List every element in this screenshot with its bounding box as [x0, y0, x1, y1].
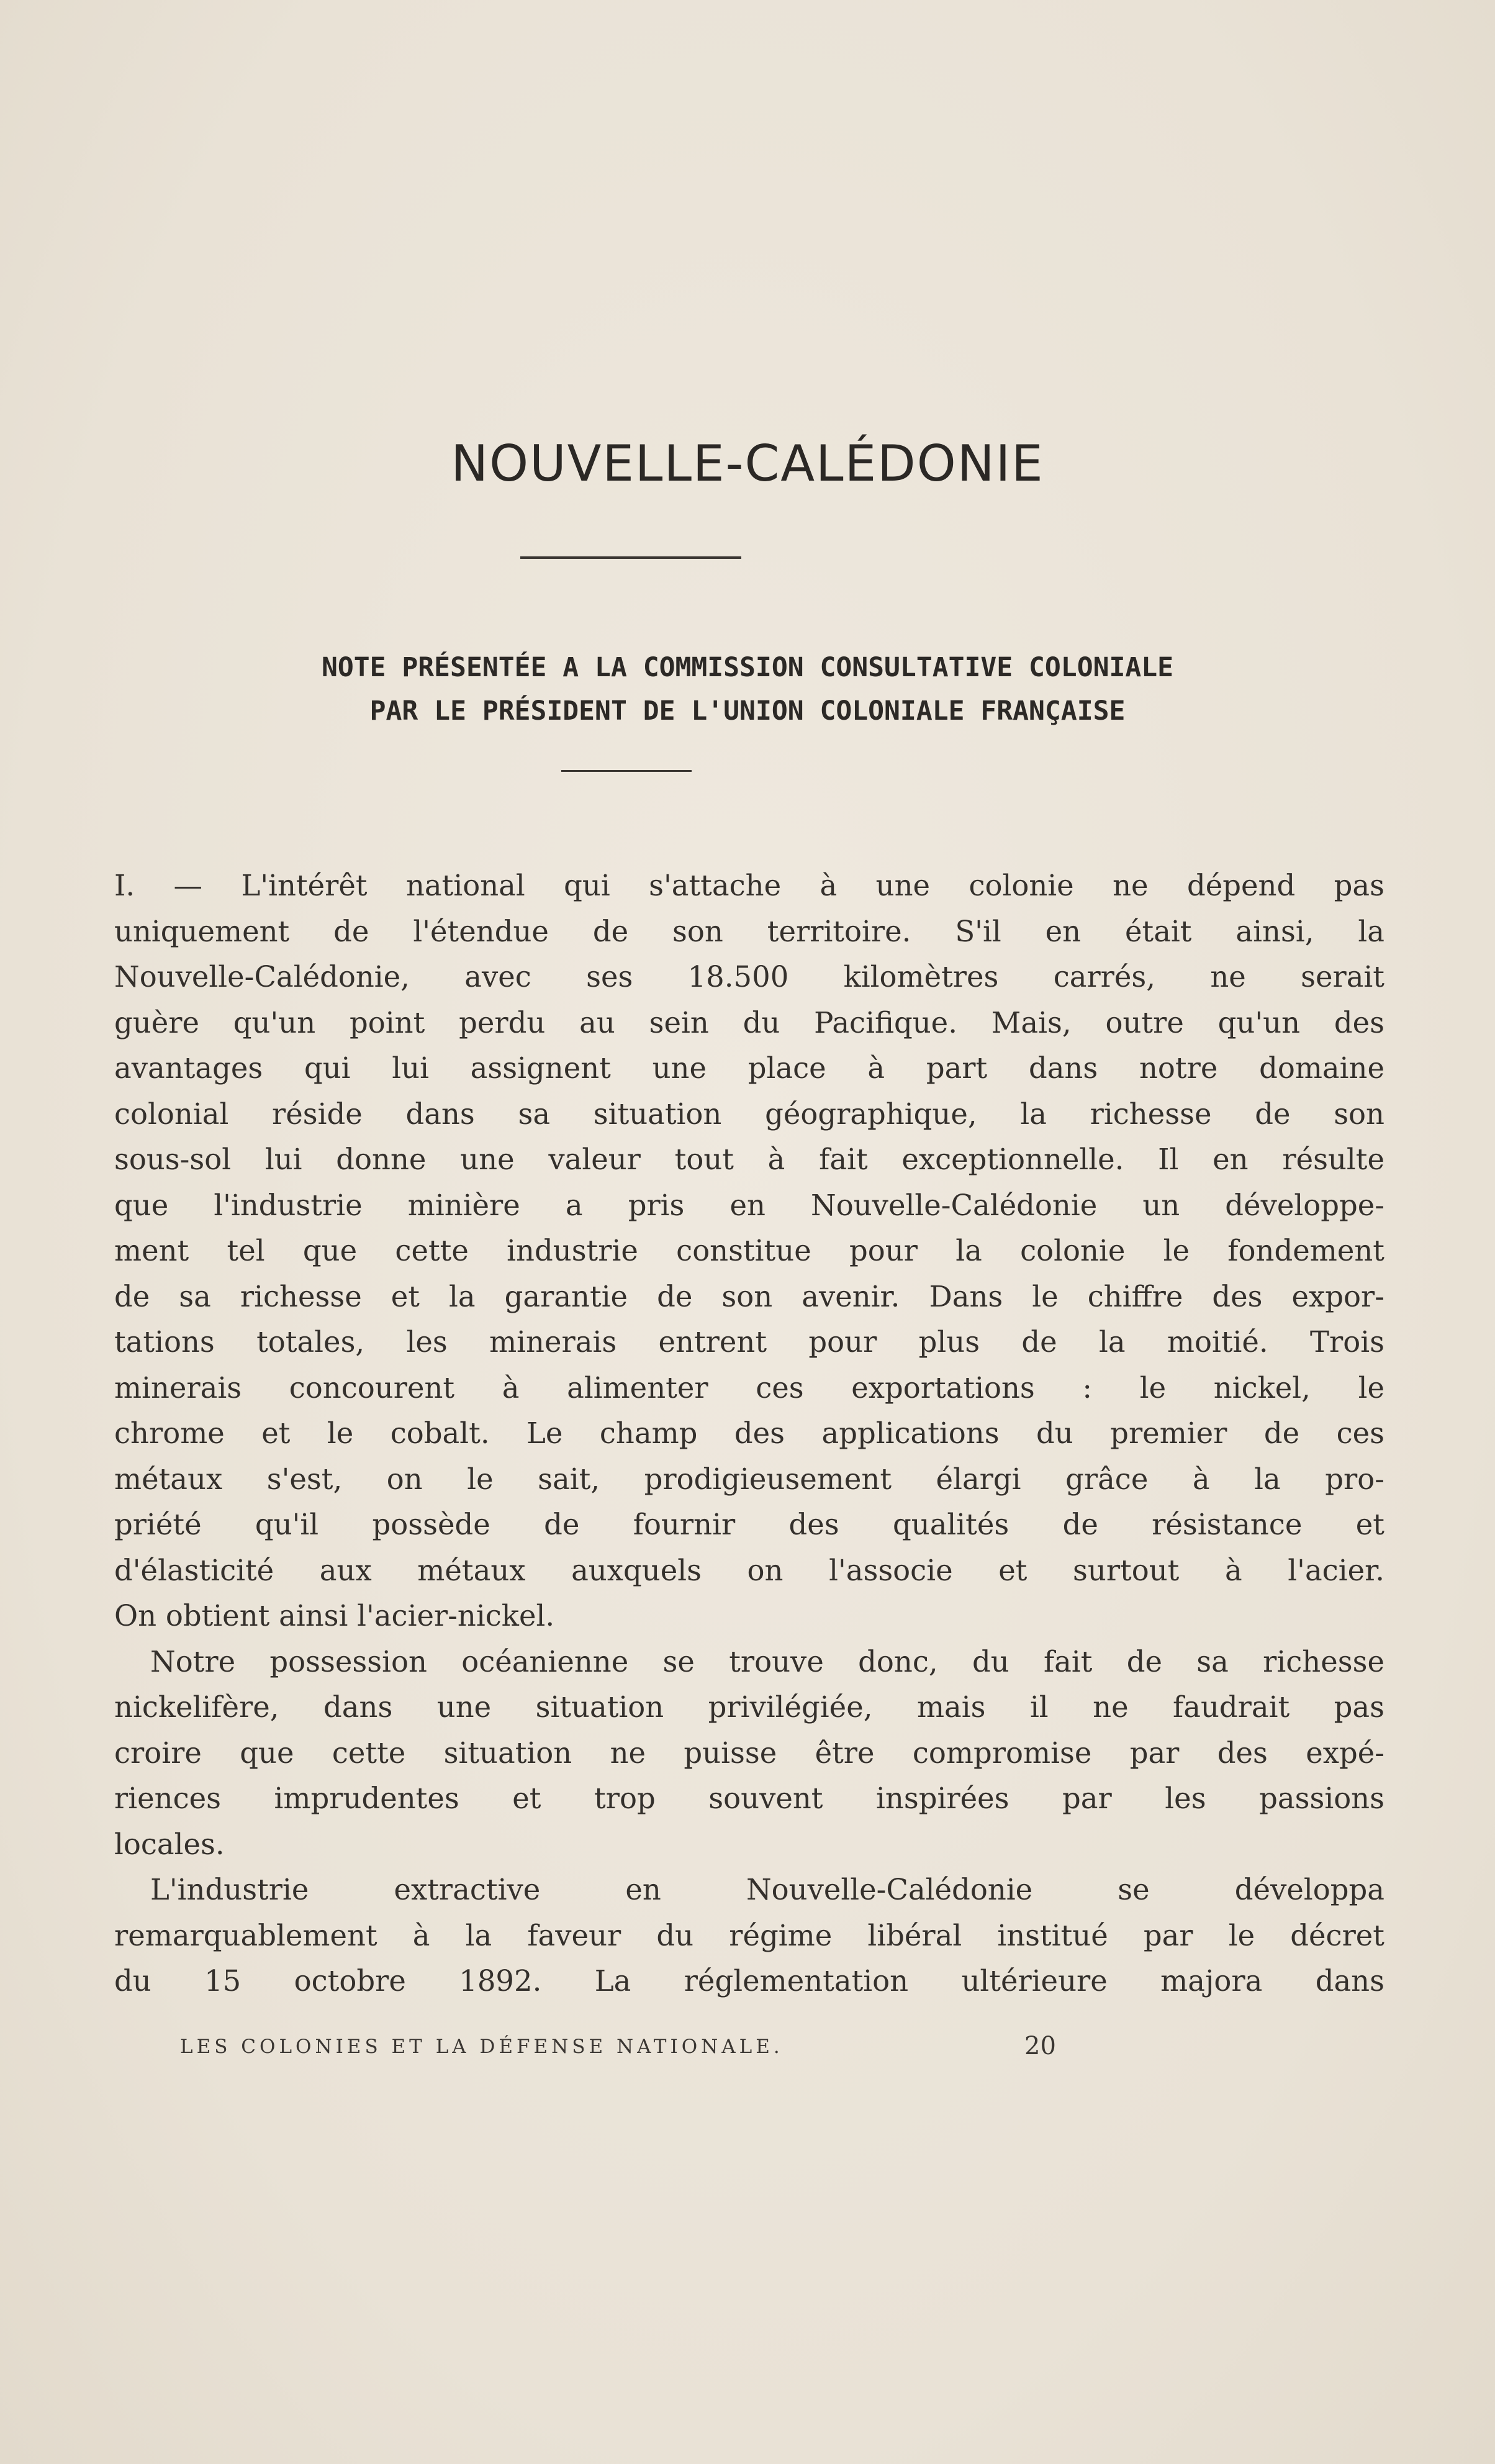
body-text	[114, 863, 1384, 2004]
text-line: Notre possession océanienne se trouve donc, du fait de sa richesse	[150, 1644, 1384, 1678]
subtitle-divider	[561, 770, 692, 772]
page-number: 20	[1024, 2032, 1056, 2060]
text-line: I. — L'intérêt national qui s'attache à une colonie ne dépend pas	[114, 869, 1384, 902]
subtitle-line-1: NOTE PRÉSENTÉE A LA COMMISSION CONSULTATIVE COLONIALE	[321, 652, 1174, 683]
page-title: NOUVELLE-CALÉDONIE	[451, 435, 1044, 492]
text-line: que l'industrie minière a pris en Nouvelle-Calédonie un développe-	[114, 1188, 1384, 1222]
text-line: de sa richesse et la garantie de son avenir. Dans le chiffre des expor-	[114, 1279, 1384, 1313]
text-line: tations totales, les minerais entrent pour plus de la moitié. Trois	[114, 1325, 1384, 1359]
text-line: avantages qui lui assignent une place à part dans notre domaine	[114, 1051, 1384, 1085]
text-line: uniquement de l'étendue de son territoire. S'il en était ainsi, la	[114, 914, 1384, 948]
text-line: sous-sol lui donne une valeur tout à fait exceptionnelle. Il en résulte	[114, 1143, 1384, 1176]
text-line: guère qu'un point perdu au sein du Pacifique. Mais, outre qu'un des	[114, 1005, 1384, 1040]
text-line: priété qu'il possède de fournir des qualités de résistance et	[114, 1508, 1384, 1541]
text-line: colonial réside dans sa situation géographique, la richesse de son	[114, 1097, 1384, 1131]
text-line: remarquablement à la faveur du régime libéral institué par le décret	[114, 1918, 1384, 1952]
subtitle-line-2: PAR LE PRÉSIDENT DE L'UNION COLONIALE FRANÇAISE	[369, 695, 1126, 727]
text-line: croire que cette situation ne puisse être compromise par des expé-	[114, 1736, 1384, 1770]
text-line: Nouvelle-Calédonie, avec ses 18.500 kilomètres carrés, ne serait	[114, 960, 1384, 994]
text-line: On obtient ainsi l'acier-nickel.	[114, 1599, 555, 1633]
title-divider	[520, 556, 741, 559]
text-line: ment tel que cette industrie constitue pour la colonie le fondement	[114, 1234, 1384, 1267]
text-line: minerais concourent à alimenter ces exportations : le nickel, le	[114, 1370, 1384, 1405]
running-footer: LES COLONIES ET LA DÉFENSE NATIONALE.	[180, 2036, 784, 2058]
text-line: du 15 octobre 1892. La réglementation ultérieure majora dans	[114, 1964, 1384, 1998]
text-line: L'industrie extractive en Nouvelle-Calédonie se développa	[150, 1873, 1384, 1906]
text-line: chrome et le cobalt. Le champ des applications du premier de ces	[114, 1416, 1384, 1450]
text-line: locales.	[114, 1827, 225, 1861]
text-line: métaux s'est, on le sait, prodigieusement élargi grâce à la pro-	[114, 1462, 1384, 1496]
text-line: d'élasticité aux métaux auxquels on l'associe et surtout à l'acier.	[114, 1553, 1384, 1587]
text-line: nickelifère, dans une situation privilégiée, mais il ne faudrait pas	[114, 1690, 1384, 1724]
text-line: riences imprudentes et trop souvent inspirées par les passions	[114, 1782, 1384, 1815]
